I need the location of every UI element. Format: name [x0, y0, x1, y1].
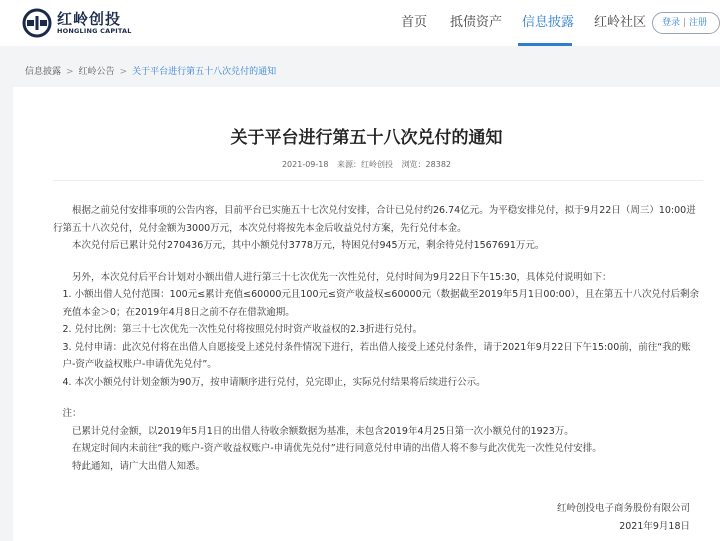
breadcrumb-current: 关于平台进行第五十八次兑付的通知 [132, 67, 277, 77]
breadcrumb-item-disclosure[interactable]: 信息披露 [25, 67, 62, 77]
paragraph: 本次兑付后已累计兑付270436万元，其中小额兑付3778万元，特困兑付945万元，剩余待兑付1567691万元。 [72, 240, 545, 251]
nav-community[interactable]: 红岭社区 [594, 15, 647, 30]
article-card [13, 87, 720, 541]
nav-home[interactable]: 首页 [401, 15, 428, 30]
chevron-right-icon: > [119, 67, 128, 77]
register-link[interactable]: 注册 [689, 18, 708, 28]
divider [53, 180, 703, 181]
article-date: 2021-09-18 [281, 160, 329, 169]
article-source: 来源：红岭创投 [337, 160, 394, 169]
paragraph: 根据之前兑付安排事项的公告内容，目前平台已实施五十七次兑付安排，合计已兑付约26.74亿元。为平稳安排兑付，拟于9月22日（周三）10:00进行第五十八次兑付，兑付金额为3000万元，本次兑付将按先本金后收益兑付方案，先行兑付本金。 [53, 205, 696, 234]
logo[interactable] [22, 8, 132, 38]
signature-date: 2021年9月18日 [619, 521, 690, 532]
top-navbar [0, 0, 720, 46]
article-views: 浏览：28382 [401, 160, 452, 169]
login-register-pill: 登录 | 注册 [652, 12, 720, 34]
signature-company: 红岭创投电子商务股份有限公司 [556, 503, 690, 514]
rule-item: 1. 小额出借人兑付范围：100元≤累计充值≤60000元且100元≤资产收益权≤60000元（数据截至2019年5月1日00:00），且在第五十八次兑付后剩余充值本金＞0；在2019年4月8日之前不存在借款逾期。 [62, 289, 700, 318]
note-item: 在规定时间内未前往“我的账户-资产收益权账户-申请优先兑付”进行同意兑付申请的出借人将不参与此次优先一次性兑付安排。 [72, 443, 602, 454]
article-title: 关于平台进行第五十八次兑付的通知 [230, 128, 503, 148]
note-item: 特此通知，请广大出借人知悉。 [72, 460, 206, 472]
note-item: 已累计兑付金额，以2019年5月1日的出借人待收余额数据为基准，未包含2019年4月25日第一次小额兑付的1923万。 [72, 425, 574, 437]
nav-active-indicator [518, 43, 572, 46]
article-meta [13, 159, 720, 170]
breadcrumb [25, 64, 276, 77]
breadcrumb-item-announcements[interactable]: 红岭公告 [78, 67, 115, 77]
rule-item: 2. 兑付比例：第三十七次优先一次性兑付将按照兑付时资产收益权的2.3折进行兑付。 [62, 324, 423, 335]
logo-icon [22, 8, 52, 38]
chevron-right-icon: > [66, 67, 74, 77]
nav-debt-assets[interactable]: 抵债资产 [450, 15, 503, 30]
nav-info-disclosure[interactable]: 信息披露 [522, 15, 575, 30]
paragraph: 另外，本次兑付后平台计划对小额出借人进行第三十七次优先一次性兑付，兑付时间为9月22日下午15:30，具体兑付说明如下： [72, 271, 612, 283]
rule-item: 4. 本次小额兑付计划金额为90万，按申请顺序进行兑付，兑完即止，实际兑付结果将后续进行公示。 [62, 376, 486, 388]
article-body [53, 202, 703, 475]
logo-text-cn: 红岭创投 [57, 10, 122, 28]
logo-text-en: HONGLING CAPITAL [57, 27, 132, 35]
rule-item: 3. 兑付申请：此次兑付将在出借人自愿接受上述兑付条件情况下进行，若出借人接受上述兑付条件，请于2021年9月22日下午15:00前，前往“我的账户-资产收益权账户-申请优先兑付”。 [62, 341, 691, 370]
login-link[interactable]: 登录 [662, 18, 681, 28]
note-label: 注： [62, 408, 82, 419]
